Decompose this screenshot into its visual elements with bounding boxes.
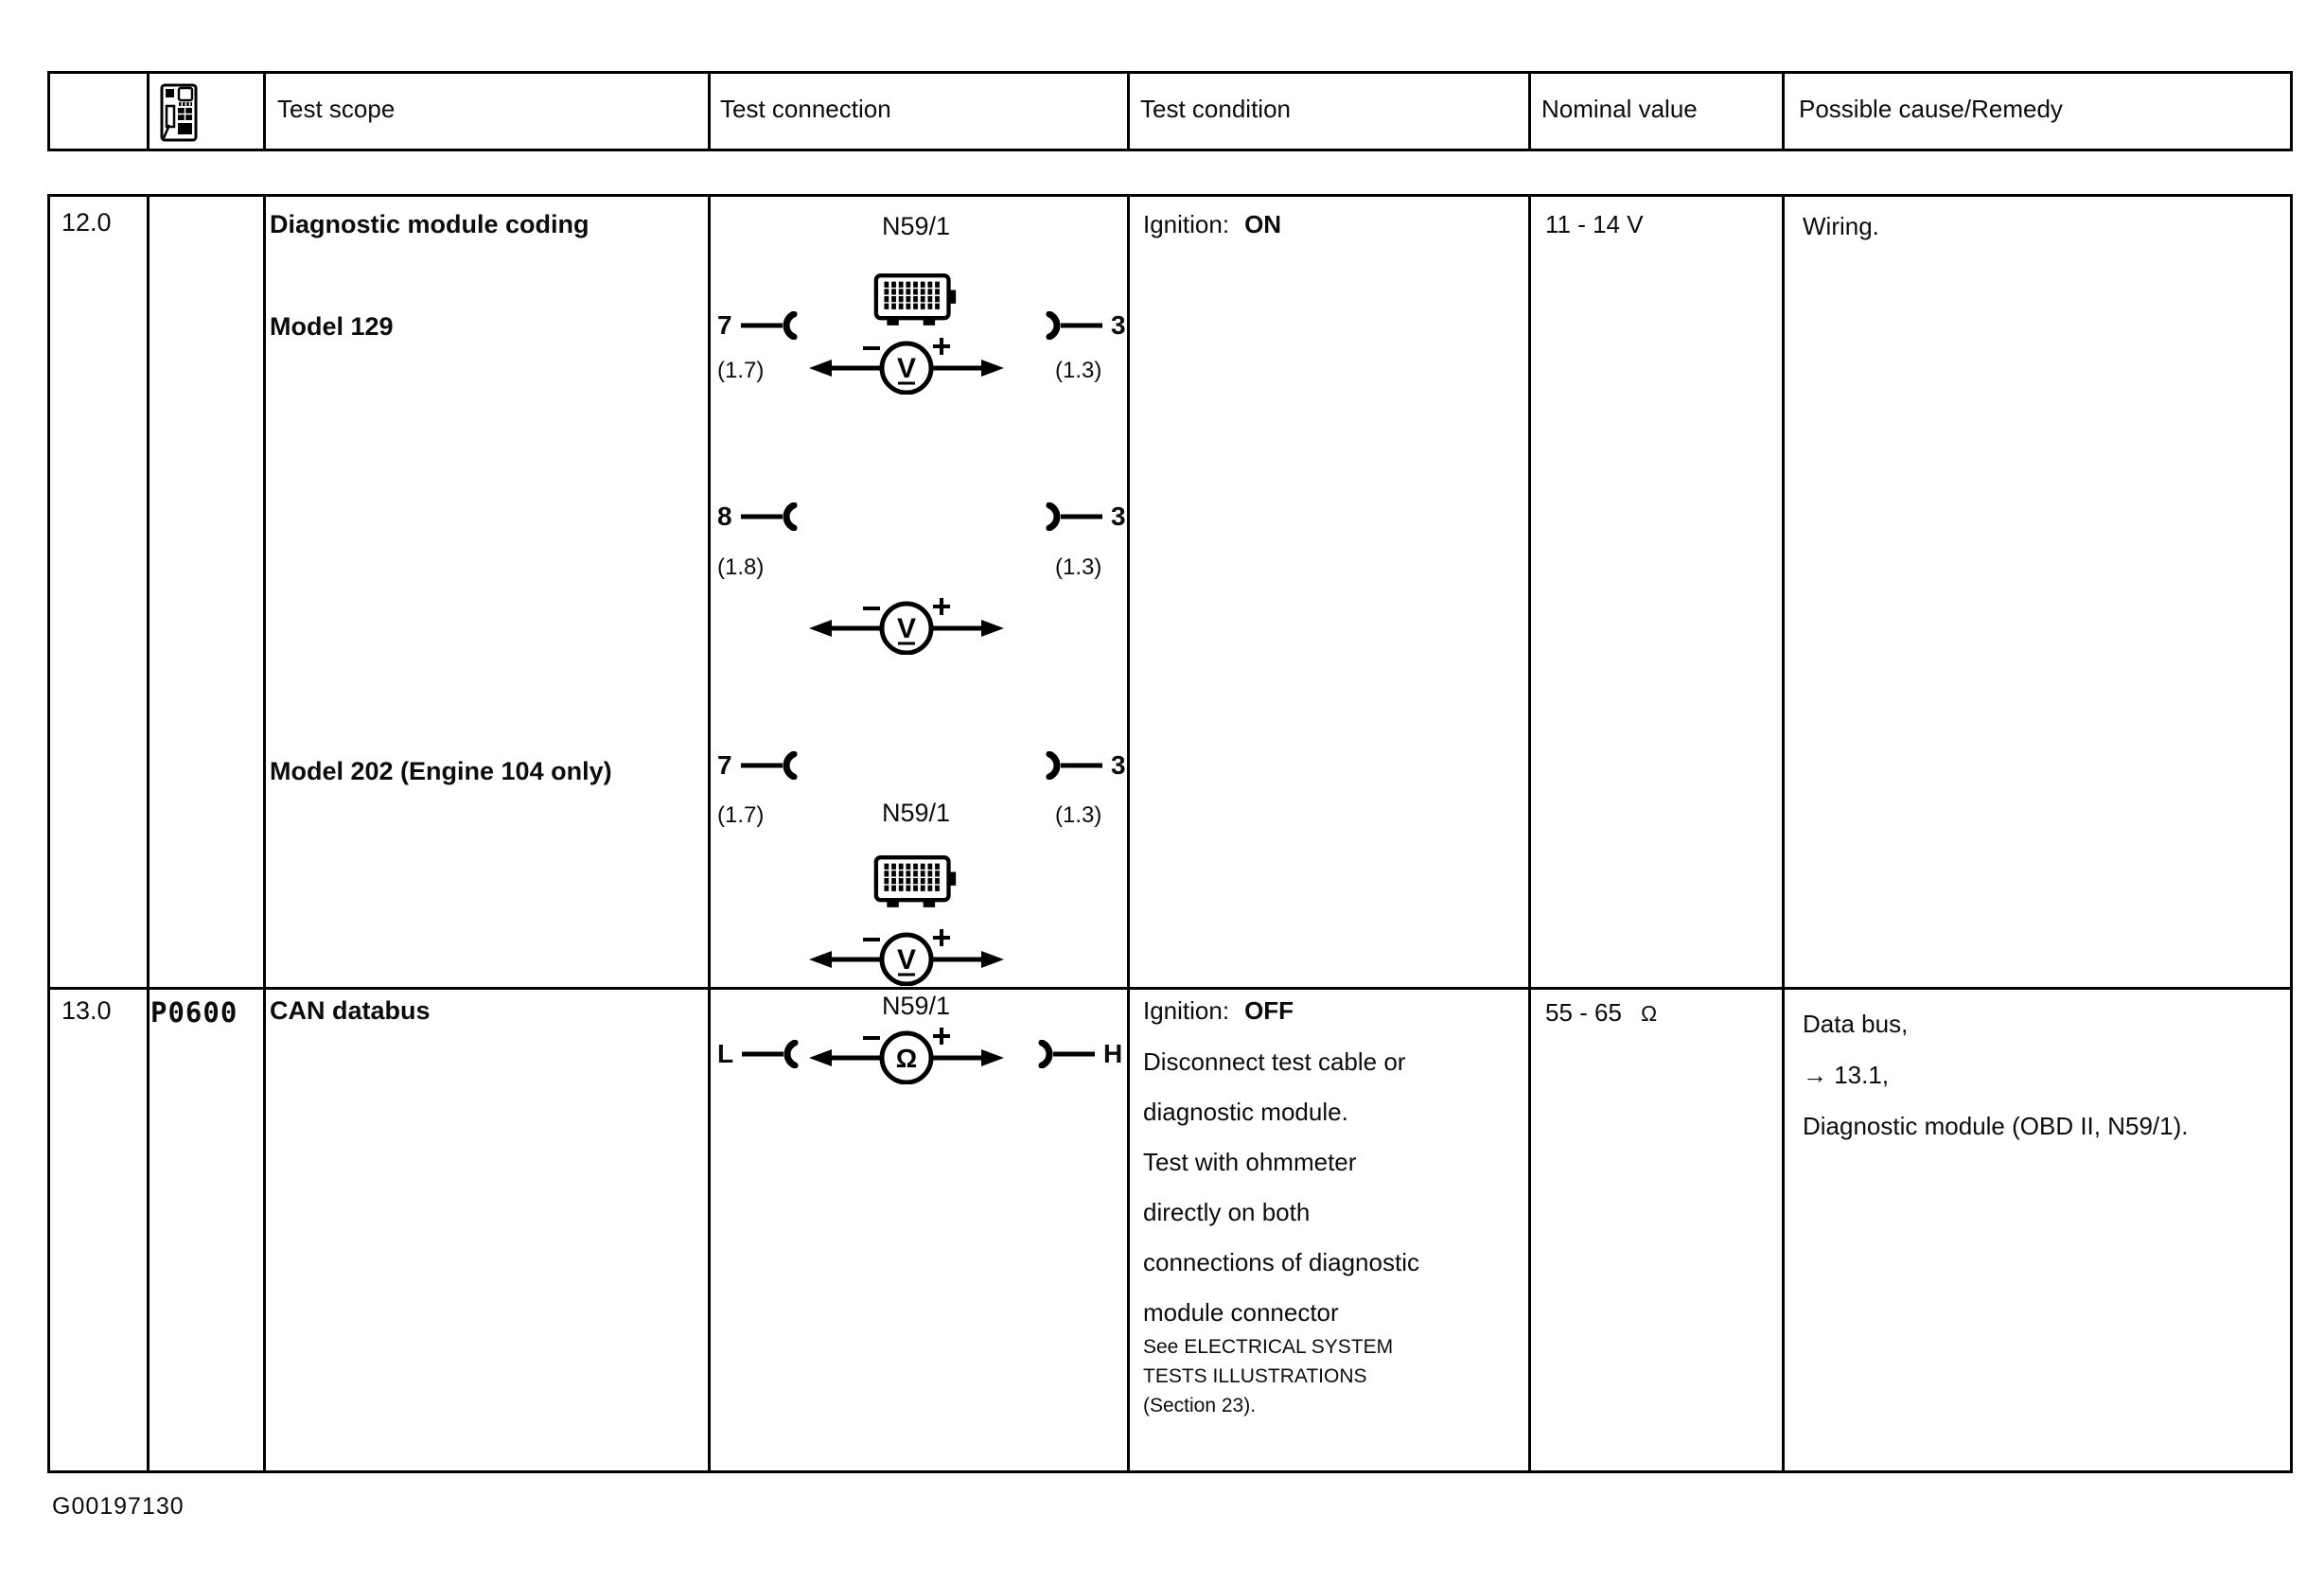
nominal-number: 55 - 65	[1545, 998, 1622, 1027]
pin-terminal-left	[717, 501, 801, 532]
svg-text:V: V	[896, 353, 917, 384]
remedy: Wiring.	[1803, 212, 1879, 240]
pin-terminal-right	[1042, 310, 1126, 341]
condition-label: Ignition:	[1143, 996, 1230, 1025]
pin-terminal-left	[717, 310, 801, 341]
column-divider	[263, 197, 266, 1470]
nominal-value	[1545, 998, 1657, 1028]
pin-number: 3	[1111, 501, 1126, 531]
socket-contact-icon	[1042, 502, 1104, 531]
column-divider	[147, 74, 150, 149]
scope-title: CAN databus	[270, 996, 431, 1025]
module-label: N59/1	[881, 799, 951, 827]
cavity-label: (1.8)	[717, 554, 765, 580]
socket-contact-icon	[1042, 311, 1104, 340]
column-divider	[1528, 197, 1531, 1470]
cavity-label: (1.7)	[717, 802, 765, 828]
pin-terminal-right	[1034, 1039, 1122, 1069]
socket-contact-icon	[739, 502, 801, 531]
socket-contact-icon	[739, 311, 801, 340]
condition-label: Ignition:	[1143, 210, 1230, 238]
pin-number: 8	[717, 501, 732, 531]
pin-number: 7	[717, 750, 732, 780]
voltmeter-icon	[807, 332, 1006, 395]
pin-terminal-right	[1042, 501, 1126, 532]
nominal-value: 11 - 14 V	[1545, 210, 1644, 238]
condition-line: diagnostic module.	[1143, 1098, 1348, 1126]
socket-contact-icon	[1034, 1040, 1097, 1068]
remedy-line: Diagnostic module (OBD II, N59/1).	[1803, 1112, 2189, 1140]
header-test-condition: Test condition	[1140, 95, 1291, 123]
condition-note-line: TESTS ILLUSTRATIONS	[1143, 1365, 1367, 1387]
voltmeter-icon	[807, 923, 1006, 986]
pin-terminal-right	[1042, 750, 1126, 781]
cavity-label: (1.7)	[717, 358, 765, 383]
column-divider	[708, 74, 711, 149]
header-test-connection: Test connection	[720, 95, 891, 123]
dtc-code: P0600	[150, 996, 238, 1029]
remedy-line: Data bus,	[1803, 1010, 1909, 1038]
svg-text:V: V	[896, 613, 917, 644]
condition-line: Test with ohmmeter	[1143, 1148, 1357, 1176]
table-header-band	[47, 71, 2293, 151]
step-number: 12.0	[62, 208, 112, 237]
scope-model-b: Model 202 (Engine 104 only)	[270, 757, 612, 785]
test-condition	[1143, 996, 1294, 1026]
step-number: 13.0	[62, 996, 112, 1025]
module-label: N59/1	[881, 212, 951, 240]
column-divider	[1782, 197, 1785, 1470]
test-condition	[1143, 210, 1281, 239]
figure-code: G00197130	[52, 1493, 185, 1520]
column-divider	[147, 197, 150, 1470]
socket-contact-icon	[1042, 751, 1104, 780]
column-divider	[1782, 74, 1785, 149]
condition-text	[1143, 1037, 1419, 1338]
connector-module-icon	[872, 273, 960, 329]
test-table	[47, 194, 2293, 1473]
module-label: N59/1	[881, 992, 951, 1020]
condition-value: ON	[1244, 210, 1282, 238]
condition-note-line: See ELECTRICAL SYSTEM	[1143, 1336, 1394, 1358]
header-possible-cause: Possible cause/Remedy	[1799, 95, 2063, 123]
svg-text:Ω: Ω	[895, 1044, 918, 1073]
header-nominal-value: Nominal value	[1541, 95, 1698, 123]
pin-number: H	[1103, 1039, 1123, 1068]
cavity-label: (1.3)	[1055, 554, 1102, 580]
column-divider	[1127, 197, 1130, 1470]
socket-contact-icon	[740, 1040, 802, 1068]
condition-line: Disconnect test cable or	[1143, 1047, 1406, 1076]
remedy-line: → 13.1,	[1803, 1061, 1890, 1089]
cavity-label: (1.3)	[1055, 358, 1102, 383]
header-test-scope: Test scope	[277, 95, 396, 123]
pin-number: 3	[1111, 310, 1126, 340]
condition-line: connections of diagnostic	[1143, 1248, 1419, 1276]
socket-contact-icon	[739, 751, 801, 780]
column-divider	[1528, 74, 1531, 149]
condition-note	[1143, 1332, 1393, 1420]
condition-line: directly on both	[1143, 1198, 1311, 1226]
column-divider	[263, 74, 266, 149]
condition-value: OFF	[1244, 996, 1294, 1025]
pin-number: 7	[717, 310, 732, 340]
pin-terminal-left	[717, 750, 801, 781]
row-divider	[50, 987, 2290, 990]
connector-module-icon	[872, 854, 960, 911]
pin-terminal-left	[717, 1039, 802, 1069]
scope-model-a: Model 129	[270, 312, 394, 341]
ohm-unit: Ω	[1640, 1001, 1658, 1026]
hand-held-tester-icon	[159, 83, 199, 142]
column-divider	[708, 197, 711, 1470]
condition-note-line: (Section 23).	[1143, 1395, 1257, 1416]
column-divider	[1127, 74, 1130, 149]
cavity-label: (1.3)	[1055, 802, 1102, 828]
voltmeter-icon	[807, 592, 1006, 655]
ohmmeter-icon	[807, 1022, 1006, 1084]
scope-title: Diagnostic module coding	[270, 210, 590, 238]
pin-number: 3	[1111, 750, 1126, 780]
svg-text:V: V	[896, 944, 917, 976]
remedy	[1803, 998, 2189, 1152]
condition-line: module connector	[1143, 1298, 1339, 1327]
pin-number: L	[717, 1039, 734, 1068]
